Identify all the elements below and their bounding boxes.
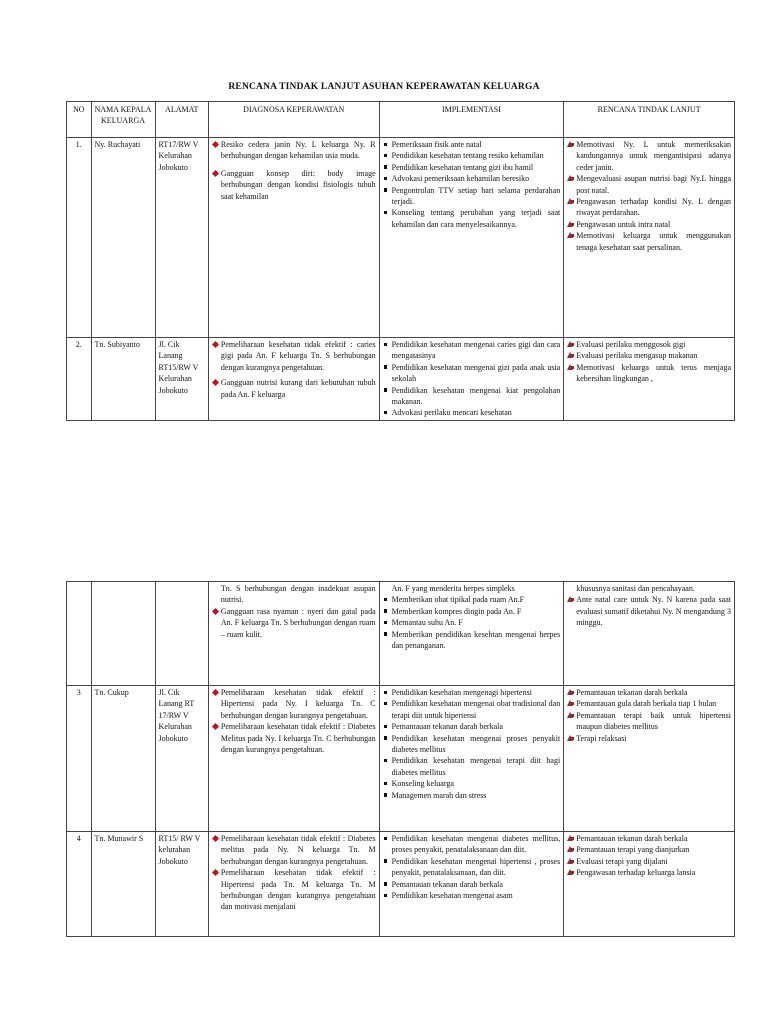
- implementation-item: Pendidikan kesehatan mengenai caries gigi dan cara mengatasinya: [383, 339, 561, 362]
- row-number: 2.: [67, 338, 92, 421]
- family-head-name: Ny. Ruchayati: [91, 138, 155, 338]
- implementation-item: Pemeriksaan fisik ante natal: [383, 139, 561, 150]
- implementation-item: Konseling keluarga: [383, 778, 561, 789]
- follow-up-item: Memotivasi keluarga untuk terus menjaga kebersihan lingkungan ,: [567, 362, 731, 385]
- header-alamat: ALAMAT: [155, 102, 208, 138]
- diagnosis-item: Gangguan rasa nyaman : nyeri dan gatal pada An. F keluarga Tn. S berhubungan dengan ruam – ruam kulit.: [212, 606, 376, 640]
- implementation-cell: [379, 138, 564, 338]
- follow-up-item: Memotivasi keluarga untuk menggunakan tenaga kesehatan saat persalinan.: [567, 230, 731, 253]
- follow-up-item: Pemantauan terapi yang dianjurkan: [567, 844, 731, 855]
- header-diagnosa: DIAGNOSA KEPERAWATAN: [208, 102, 379, 138]
- table-header-row: [67, 102, 735, 138]
- implementation-item: Pendidikan kesehatan mengenagi hipertensi: [383, 687, 561, 698]
- implementation-item: Pendidikan kesehatan mengenai terapi diit bagi diabetes mellitus: [383, 755, 561, 778]
- table-row: [67, 582, 735, 686]
- diagnosis-item: Resiko cedera janin Ny. L keluarga Ny. R berhubungan dengan kehamilan usia muda.: [212, 139, 376, 162]
- row-number: [67, 582, 92, 686]
- header-nama: NAMA KEPALA KELUARGA: [91, 102, 155, 138]
- follow-up-item: Pemantauan tekanan darah berkala: [567, 833, 731, 844]
- diagnosis-item: Pemeliharaan kesehatan tidak efektif : Diabetes melitus pada Ny. N keluarga Tn. M berhubungan dengan kurangnya pengetahuan.: [212, 833, 376, 867]
- implementation-cell: [379, 582, 564, 686]
- implementation-item: Managemen marah dan stress: [383, 790, 561, 801]
- diagnosis-continuation: Tn. S berhubungan dengan inadekuat asupan nutrisi.: [220, 584, 376, 605]
- header-rencana: RENCANA TINDAK LANJUT: [564, 102, 735, 138]
- address: RT17/RW V Kelurahan Jobokuto: [155, 138, 208, 338]
- follow-up-item: Memotivasi Ny. L untuk memeriksakan kandungannya untuk mengantisipasi adanya ceder janin.: [567, 139, 731, 173]
- row-number: 4: [67, 832, 92, 937]
- diagnosis-item: Gangguan konsep diri: body image berhubungan dengan kondisi fisiologis tubuh saat kehamilan: [212, 168, 376, 202]
- implementation-item: Pendidikan kesehatan mengenai asam: [383, 890, 561, 901]
- implementation-item: Memantau suhu An. F: [383, 617, 561, 628]
- follow-up-item: Ante natal care untuk Ny. N karena pada saat evaluasi sumatif diketahui Ny. N mengandung 3 minggu.: [567, 594, 731, 628]
- implementation-item: Pemantauan tekanan darah berkala: [383, 879, 561, 890]
- implementation-item: Advokasi perilaku mencari kesehatan: [383, 407, 561, 418]
- implementation-cell: [379, 338, 564, 421]
- follow-up-cell: [564, 582, 735, 686]
- diagnosis-cell: [208, 832, 379, 937]
- implementation-item: Memberikan obat tipikal pada ruam An.F: [383, 594, 561, 605]
- family-head-name: Tn. Munawir S: [91, 832, 155, 937]
- implementation-continuation: An. F yang menderita herpes simpleks: [391, 584, 515, 593]
- follow-up-item: Evaluasi terapi yang dijalani: [567, 856, 731, 867]
- follow-up-cell: [564, 338, 735, 421]
- implementation-item: Pendidikan kesehatan mengenai proses penyakit diabetes mellitus: [383, 733, 561, 756]
- header-no: NO: [67, 102, 92, 138]
- diagnosis-cell: [208, 582, 379, 686]
- row-number: 1.: [67, 138, 92, 338]
- implementation-cell: [379, 832, 564, 937]
- table-row: [67, 138, 735, 338]
- address: [155, 582, 208, 686]
- follow-up-cell: [564, 832, 735, 937]
- address: Jl. Cik Lanang RT 17/RW V Kelurahan Jobokuto: [155, 686, 208, 832]
- family-head-name: [91, 582, 155, 686]
- follow-up-item: Evaluasi perilaku mengasup makanan: [567, 350, 731, 361]
- care-plan-table-page2: [66, 581, 735, 937]
- diagnosis-cell: [208, 338, 379, 421]
- address: Jl. Cik Lanang RT15/RW V Kelurahan Jobokuto: [155, 338, 208, 421]
- follow-up-item: Pemantauan tekanan darah berkala: [567, 687, 731, 698]
- follow-up-item: Pengawasan untuk intra natal: [567, 219, 731, 230]
- document-title: RENCANA TINDAK LANJUT ASUHAN KEPERAWATAN KELUARGA: [228, 82, 540, 92]
- follow-up-cell: [564, 138, 735, 338]
- diagnosis-cell: [208, 138, 379, 338]
- diagnosis-cell: [208, 686, 379, 832]
- implementation-item: Pengontrolan TTV setiap hari selama perdarahan terjadi.: [383, 185, 561, 208]
- family-head-name: Tn. Subiyanto: [91, 338, 155, 421]
- follow-up-item: Terapi relaksasi: [567, 733, 731, 744]
- implementation-cell: [379, 686, 564, 832]
- follow-up-item: Pengawasan terhadap keluarga lansia: [567, 867, 731, 878]
- follow-up-item: Pemantauan terapi baik untuk hipertensi maupun diabetes mellitus: [567, 710, 731, 733]
- implementation-item: Pendidikan kesehatan mengenai diabetes mellitus, proses penyakit, penatalaksanaan dan diit.: [383, 833, 561, 856]
- follow-up-item: Mengevaluasi asupan nutrisi bagi Ny.L hingga post natal.: [567, 173, 731, 196]
- address: RT15/ RW V kelurahan Jobokuto: [155, 832, 208, 937]
- implementation-item: Memberikan kompres dingin pada An. F: [383, 606, 561, 617]
- care-plan-table-page1: [66, 101, 735, 421]
- follow-up-item: Pengawasan terhadap kondisi Ny. L dengan riwayat perdarahan.: [567, 196, 731, 219]
- implementation-item: Memberikan pendidikan kesehtan mengenai herpes dan penanganan.: [383, 629, 561, 652]
- follow-up-continuation: khususnya sanitasi dan pencahayaan.: [576, 584, 695, 593]
- implementation-item: Pendidikan kesehatan mengenai gizi pada anak usia sekolah: [383, 362, 561, 385]
- family-head-name: Tn. Cukup: [91, 686, 155, 832]
- follow-up-item: Pemantauan gula darah berkala tiap 1 bulan: [567, 698, 731, 709]
- table-row: [67, 832, 735, 937]
- implementation-item: Pendidikan kesehatan mengenai obat tradisional dan terapi diit untuk hipertensi: [383, 698, 561, 721]
- diagnosis-item: Pemeliharaan kesehatan tidak efektif : caries gigi pada An. F keluarga Tn. S berhubungan dengan kurangnya pengetahuan.: [212, 339, 376, 373]
- implementation-item: Pendidikan kesehatan mengenai hipertensi , proses penyakit, penatalaksanaan, dan diit.: [383, 856, 561, 879]
- follow-up-cell: [564, 686, 735, 832]
- diagnosis-item: Pemeliharaan kesehatan tidak efektif : Diabetes Melitus pada Ny. I keluarga Tn. C berhubungan dengan kurangnya pengetahuan.: [212, 721, 376, 755]
- implementation-item: Pendidikan kesehatan tentang gizi ibu hamil: [383, 162, 561, 173]
- table-row: [67, 686, 735, 832]
- implementation-item: Pendidikan kesehatan mengenai kiat pengolahan makanan.: [383, 385, 561, 408]
- implementation-item: Pendidikan kesehatan tentang resiko kehamilan: [383, 150, 561, 161]
- implementation-item: Konseling tentang perubahan yang terjadi saat kehamilan dan cara menyelesaikannya.: [383, 207, 561, 230]
- diagnosis-item: Pemeliharaan kesehatan tidak efektif : Hipertensi pada Ny. I keluarga Tn. C berhubungan dengan kurangnya pengetahuan.: [212, 687, 376, 721]
- header-implementasi: IMPLEMENTASI: [379, 102, 564, 138]
- implementation-item: Pemantauan tekanan darah berkala: [383, 721, 561, 732]
- table-row: [67, 338, 735, 421]
- implementation-item: Advokasi pemeriksaan kehamilan beresiko: [383, 173, 561, 184]
- row-number: 3: [67, 686, 92, 832]
- diagnosis-item: Gangguan nutrisi kurang dari kebutuhan tubuh pada An. F keluarga: [212, 377, 376, 400]
- diagnosis-item: Pemeliharaan kesehatan tidak efektif : Hipertensi pada Tn. M keluarga Tn. M berhubungan dengan kurangnya pengetahuan dan motivasi menjalani: [212, 867, 376, 913]
- follow-up-item: Evaluasi perilaku menggosok gigi: [567, 339, 731, 350]
